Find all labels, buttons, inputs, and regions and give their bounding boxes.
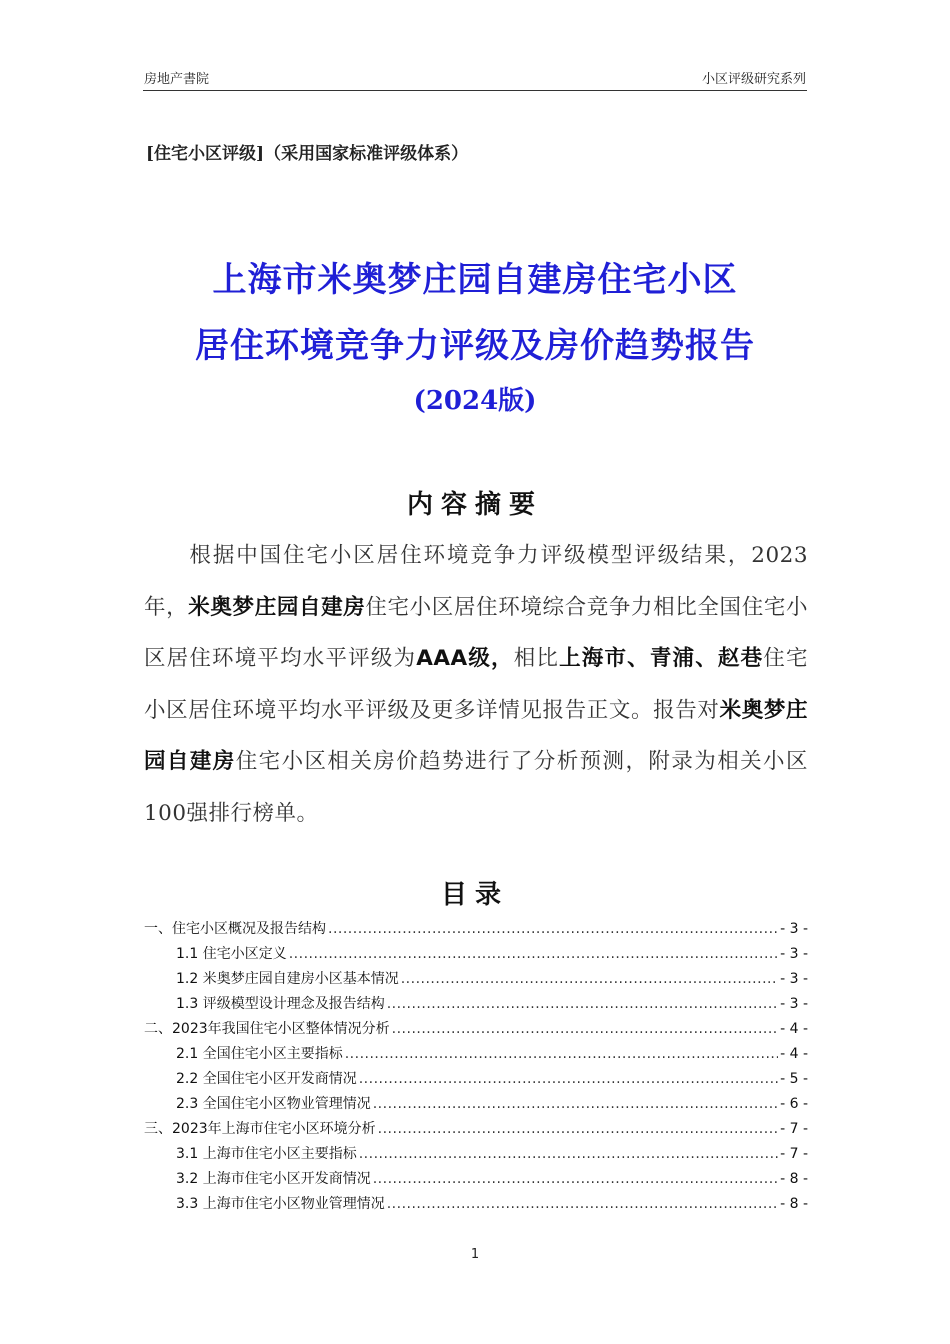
toc-entry-label: 2.2 全国住宅小区开发商情况: [176, 1071, 357, 1087]
toc-leader-dots: [345, 1046, 778, 1062]
toc-leader-dots: [392, 1021, 778, 1037]
toc-leader-dots: [401, 971, 778, 987]
toc-entry-page: - 3 -: [780, 996, 808, 1012]
toc-entry-label: 三、2023年上海市住宅小区环境分析: [144, 1121, 376, 1137]
report-title-line1: 上海市米奥梦庄园自建房住宅小区: [212, 260, 738, 300]
summary-bold-text: AAA级，: [416, 646, 514, 671]
toc-entry-page: - 7 -: [780, 1146, 808, 1162]
toc-leader-dots: [373, 1096, 778, 1112]
header-publisher: 房地产書院: [144, 72, 210, 87]
summary-text: 住宅小区居住环境综合竞争力相比全国住宅小区居住环境平均水平评级为: [144, 594, 808, 671]
toc-entry-page: - 4 -: [780, 1046, 808, 1062]
summary-bold-text: 米奥梦庄园自建房: [188, 594, 366, 620]
toc-entry[interactable]: [144, 1043, 808, 1068]
table-of-contents: [144, 918, 808, 1218]
summary-text: 住宅小区相关房价趋势进行了分析预测，附录为相关小区100强排行榜单。: [144, 749, 808, 826]
toc-entry[interactable]: [144, 943, 808, 968]
toc-entry-label: 二、2023年我国住宅小区整体情况分析: [144, 1021, 390, 1037]
toc-entry-label: 1.2 米奥梦庄园自建房小区基本情况: [176, 971, 399, 987]
toc-entry-label: 一、住宅小区概况及报告结构: [144, 921, 326, 937]
toc-entry[interactable]: [144, 1068, 808, 1093]
toc-leader-dots: [359, 1146, 778, 1162]
toc-entry-page: - 3 -: [780, 921, 808, 937]
page-number: 1: [470, 1247, 480, 1262]
report-edition: (2024版): [413, 386, 537, 416]
summary-bold-text: 米奥梦庄园自建房: [144, 697, 808, 774]
toc-entry-page: - 3 -: [780, 971, 808, 987]
toc-entry-page: - 5 -: [780, 1071, 808, 1087]
toc-entry[interactable]: [144, 1193, 808, 1218]
toc-entry-label: 3.3 上海市住宅小区物业管理情况: [176, 1196, 385, 1212]
toc-entry[interactable]: [144, 1118, 808, 1143]
toc-leader-dots: [289, 946, 778, 962]
toc-entry-page: - 7 -: [780, 1121, 808, 1137]
toc-entry-page: - 6 -: [780, 1096, 808, 1112]
summary-paragraph: [144, 530, 808, 839]
toc-entry[interactable]: [144, 1018, 808, 1043]
summary-text: 住宅小区居住环境平均水平评级及更多详情见报告正文。报告对: [144, 646, 808, 723]
toc-entry-label: 2.1 全国住宅小区主要指标: [176, 1046, 343, 1062]
toc-entry-label: 3.2 上海市住宅小区开发商情况: [176, 1171, 371, 1187]
report-category: [住宅小区评级]（采用国家标准评级体系）: [146, 144, 469, 164]
toc-entry[interactable]: [144, 1143, 808, 1168]
toc-entry-label: 1.1 住宅小区定义: [176, 946, 287, 962]
summary-heading: 内容摘要: [406, 490, 543, 520]
toc-entry-page: - 4 -: [780, 1021, 808, 1037]
toc-entry[interactable]: [144, 1093, 808, 1118]
toc-entry-label: 2.3 全国住宅小区物业管理情况: [176, 1096, 371, 1112]
toc-entry[interactable]: [144, 993, 808, 1018]
toc-leader-dots: [378, 1121, 778, 1137]
toc-entry-label: 1.3 评级模型设计理念及报告结构: [176, 996, 385, 1012]
header-divider: [143, 90, 807, 91]
summary-text: 根据中国住宅小区居住环境竞争力评级模型评级结果，2023年，: [144, 543, 808, 620]
toc-entry-label: 3.1 上海市住宅小区主要指标: [176, 1146, 357, 1162]
toc-entry[interactable]: [144, 918, 808, 943]
header-series: 小区评级研究系列: [701, 72, 806, 87]
toc-leader-dots: [328, 921, 778, 937]
report-title-line2: 居住环境竞争力评级及房价趋势报告: [195, 326, 755, 366]
toc-leader-dots: [373, 1171, 778, 1187]
toc-heading: 目录: [440, 880, 509, 910]
toc-leader-dots: [387, 1196, 778, 1212]
summary-bold-text: 上海市、青浦、赵巷: [559, 646, 764, 671]
toc-leader-dots: [387, 996, 778, 1012]
toc-leader-dots: [359, 1071, 778, 1087]
toc-entry[interactable]: [144, 968, 808, 993]
toc-entry[interactable]: [144, 1168, 808, 1193]
toc-entry-page: - 8 -: [780, 1196, 808, 1212]
toc-entry-page: - 8 -: [780, 1171, 808, 1187]
toc-entry-page: - 3 -: [780, 946, 808, 962]
summary-text: 相比: [513, 646, 560, 671]
